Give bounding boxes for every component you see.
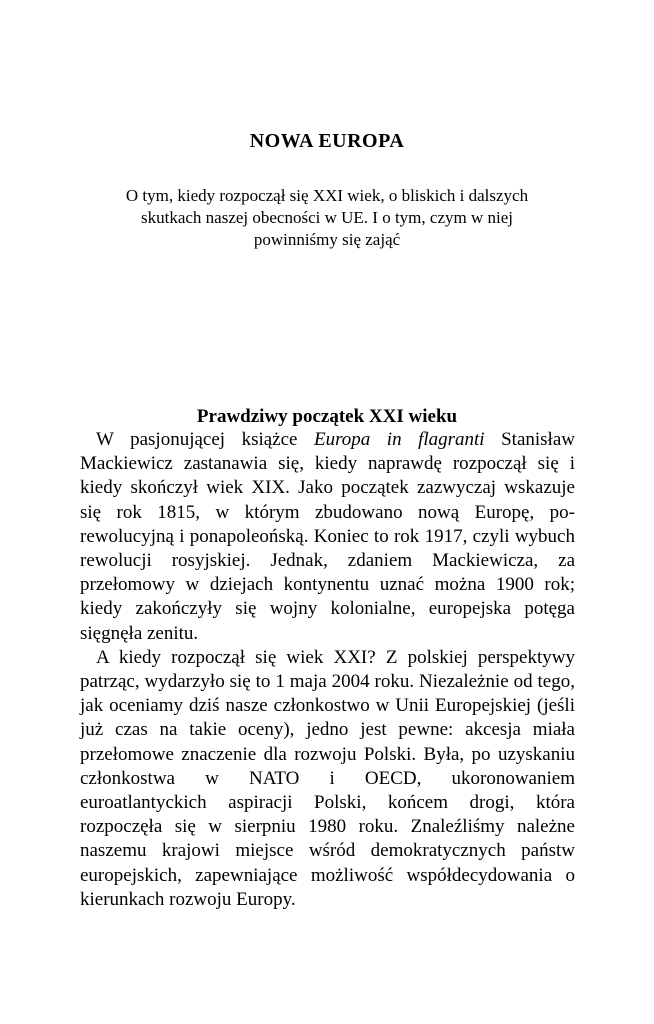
chapter-title: NOWA EUROPA [249, 130, 405, 152]
section-title: Prawdziwy początek XXI wieku [196, 406, 458, 427]
book-title-italic: Europa in flagranti [313, 429, 485, 450]
paragraph-1-rest: Stanisław Mackiewicz zastanawia się, kiedy naprawdę rozpoczął się i kiedy skończył wiek XIX. Jako początek zazwyczaj wskazuje się rok 1815, w którym zbudowano nową Europę, porewolucyjną i ponapoleońską. Koniec to rok 1917, czyli wybuch rewolucji rosyjskiej. Jednak, zdaniem Mackiewicza, za przełomowy w dziejach kontynentu uznać można 1900 rok; kiedy zakończyły się wojny kolonialne, europejska potęga sięgnęła zenitu. [80, 429, 575, 644]
section-body [80, 428, 575, 912]
paragraph-2: A kiedy rozpoczął się wiek XXI? Z polskiej perspektywy patrząc, wydarzyło się to 1 maja 2004 roku. Niezależnie od tego, jak oceniamy dziś nasze członkostwo w Unii Europejskiej (jeśli już czas na takie oceny), jedno jest pewne: akcesja miała przełomowe znaczenie dla rozwoju Polski. Była, po uzyskaniu członkostwa w NATO i OECD, ukoronowaniem euroatlantyckich aspiracji Polski, końcem drogi, która rozpoczęła się w sierpniu 1980 roku. Znaleźliśmy należne naszemu krajowi miejsce wśród demokratycznych państw europejskich, zapewniające możliwość współdecydowania o kierunkach rozwoju Europy. [80, 646, 575, 910]
chapter-subtitle: O tym, kiedy rozpoczął się XXI wiek, o bliskich i dalszych skutkach naszej obecności w UE. I o tym, czym w niej powinniśmy się zająć [125, 186, 529, 249]
paragraph-1-start: W pasjonującej książce [96, 429, 314, 450]
paragraph-1 [80, 428, 575, 646]
